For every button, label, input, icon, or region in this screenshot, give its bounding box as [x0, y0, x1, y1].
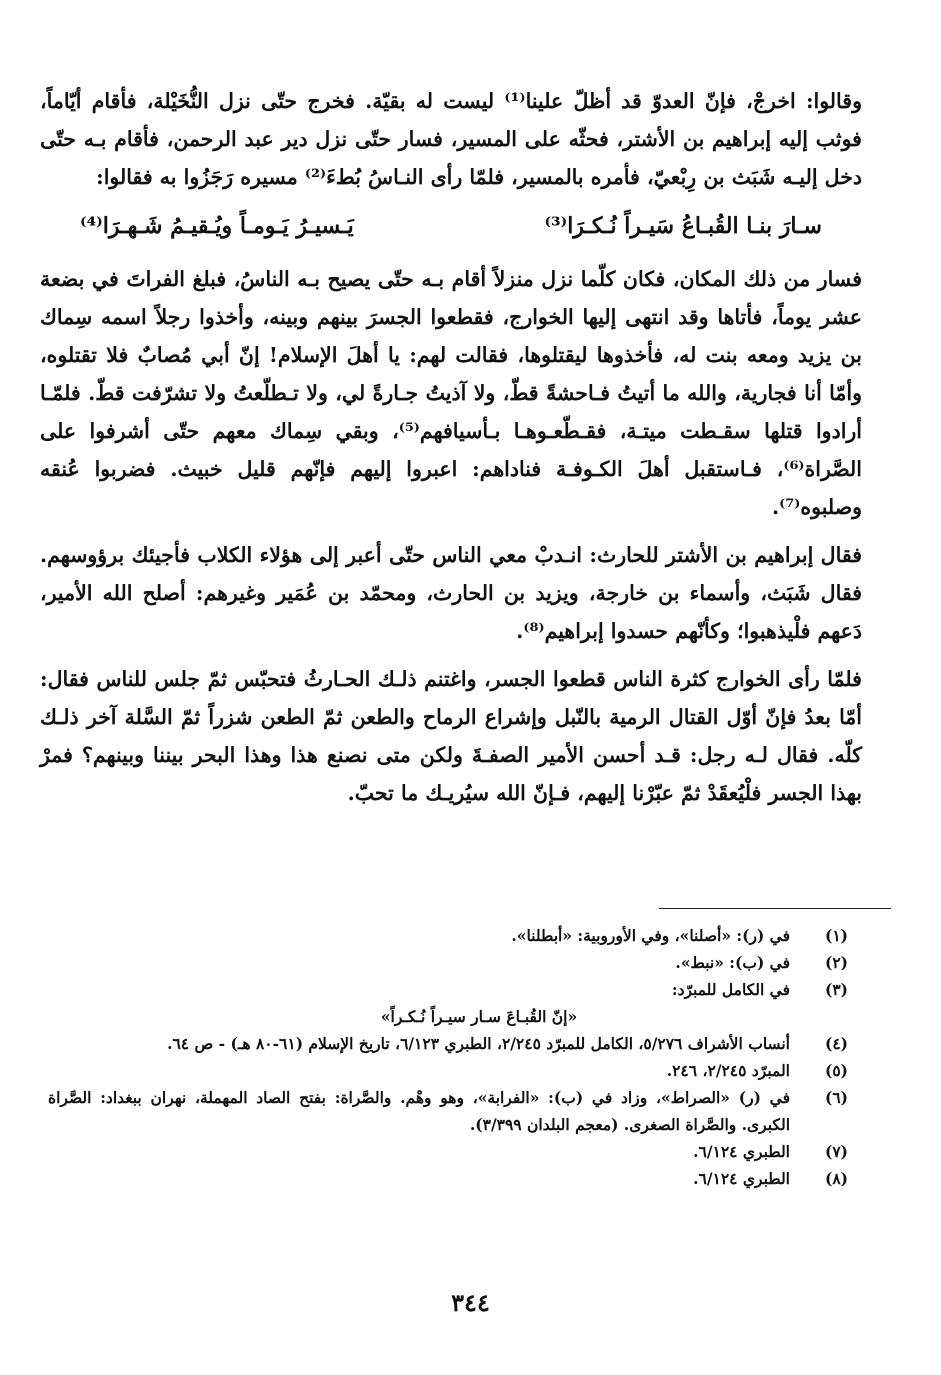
footnote-5	[48, 1057, 848, 1084]
main-text	[40, 82, 862, 822]
footnote-text: في (ب): «نبط».	[675, 953, 790, 972]
footnote-text: الطبري ٦/١٢٤.	[693, 1169, 790, 1188]
footnote-text: في الكامل للمبرّد:	[671, 980, 790, 999]
footnote-number: (٥)	[824, 1061, 848, 1080]
paragraph-2: فسار من ذلك المكان، فكان كلّما نزل منزلاً أقام بـه حتّى يصيح بـه الناسُ، فبلغ الفراتَ في بضعة عشر يوماً، فأتاها وقد انتهى إليها الخوارج، فقطعوا الجسرَ بينهم وبينه، وأخذوا رجلاً اسمه سِماك بن يزيد ومعه بنت له، فأخذوها ليقتلوها، فقالت لهم: يا أهلَ الإسلام! إنّ أبي مُصابٌ فلا تقتلوه، وأمّا أنا فجارية، والله ما أتيتُ فـاحشةً قطّ، ولا آذيتُ جـارةً لي، ولا تـطلّعتُ ولا تشرّفت قطّ. فلمّـا أرادوا قتلها سقـطت ميتـة، فقـطّعـوهـا بـأسيافهم⁽⁵⁾، وبقي سِماك معهم حتّى أشرفوا على الصَّراة⁽⁶⁾، فـاستقبل أهلَ الكـوفـة فناداهم: اعبروا إليهم فإنّهم قليل خبيث. فضربوا عُنقه وصلبوه⁽⁷⁾.	[40, 267, 862, 519]
footnote-6	[48, 1084, 848, 1138]
footnote-number: (١)	[824, 926, 848, 945]
footnote-1	[48, 922, 848, 949]
footnote-divider	[659, 908, 891, 909]
footnote-text: أنساب الأشراف ٥/٢٧٦، الكامل للمبرّد ٢/٢٤٥، الطبري ٦/١٢٣، تاريخ الإسلام (٦١-٨٠ هـ) - ص ٦٤.	[167, 1034, 790, 1053]
verse-left-hemistich: يَـسيـرُ يَـومـاً ويُـقيـمُ شَـهـرَا⁽⁴⁾	[80, 213, 354, 239]
footnote-text: في (ر) «الصراط»، وزاد في (ب): «الفرابة»، وهو وهْم. والصَّراة: بفتح الصاد المهملة، نهران ببغداد: الصَّراة الكبرى. والصَّراة الصغرى. (معجم البلدان ٣/٣٩٩).	[48, 1088, 790, 1134]
footnote-3-quote	[48, 1003, 848, 1030]
footnote-quote: «إنّ القُبـاعَ سـار سيـراً نُـكـراً»	[380, 1007, 578, 1026]
footnote-2	[48, 949, 848, 976]
footnote-number: (٨)	[824, 1169, 848, 1188]
verse	[80, 206, 822, 246]
footnote-number	[790, 1003, 848, 1030]
footnote-number: (٦)	[824, 1088, 848, 1107]
footnote-4	[48, 1030, 848, 1057]
paragraph-4: فلمّا رأى الخوارج كثرة الناس قطعوا الجسر، واغتنم ذلـك الحـارثُ فتحبّس ثمّ جلس للناس فقال: أمّا بعدُ فإنّ أوّل القتال الرمية بالنّبل وإشراع الرماح والطعن ثمّ الطعن شزراً ثمّ السَّلة آخر ذلـك كلّه. فقال لـه رجل: قـد أحسن الأمير الصفـةَ ولكن متى نصنع هذا وهذا البحر بيننا وبينهم؟ فمرْ بهذا الجسر فلْيُعقَدْ ثمّ عبّرْنا إليهم، فـإنّ الله سيُريـك ما تحبّ.	[40, 667, 862, 805]
footnote-3	[48, 976, 848, 1003]
footnote-number: (٧)	[824, 1142, 848, 1161]
footnote-number: (٤)	[824, 1034, 848, 1053]
footnote-number: (٣)	[824, 980, 848, 999]
footnote-text: المبرّد ٢/٢٤٥، ٢٤٦.	[666, 1061, 790, 1080]
footnote-text: الطبري ٦/١٢٤.	[693, 1142, 790, 1161]
footnote-text: في (ر): «أصلنا»، وفي الأوروبية: «أبطلنا».	[511, 926, 790, 945]
page-number: ٣٤٤	[451, 1288, 490, 1317]
footnote-8	[48, 1165, 848, 1192]
verse-right-hemistich: سـارَ بنـا القُبـاعُ سَيـراً نُـكـرَا⁽³⁾	[544, 213, 822, 239]
footnote-number: (٢)	[824, 953, 848, 972]
paragraph-1: وقالوا: اخرجْ، فإنّ العدوّ قد أظلّ علينا⁽¹⁾ ليست له بقيّة. فخرج حتّى نزل النُّخَيْلة، فأقام أيّاماً، فوثب إليه إبراهيم بن الأشتر، فحثّه على المسير، فسار حتّى نزل دير عبد الرحمن، فأقام بـه حتّى دخل إليـه شَبَث بن رِبْعيّ، فأمره بالمسير، فلمّا رأى النـاسُ بُطءَ⁽²⁾ مسيره رَجَزُوا به فقالوا:	[40, 89, 862, 189]
paragraph-3: فقال إبراهيم بن الأشتر للحارث: انـدبْ معي الناس حتّى أعبر إلى هؤلاء الكلاب فأجيئك برؤوسهم. فقال شَبَث، وأسماء بن خارجة، ويزيد بن الحارث، ومحمّد بن عُمَير وغيرهم: أصلح الله الأمير، دَعهم فلْيذهبوا؛ وكأنّهم حسدوا إبراهيم⁽⁸⁾.	[40, 543, 862, 643]
footnotes	[48, 922, 848, 1192]
footnote-7	[48, 1138, 848, 1165]
